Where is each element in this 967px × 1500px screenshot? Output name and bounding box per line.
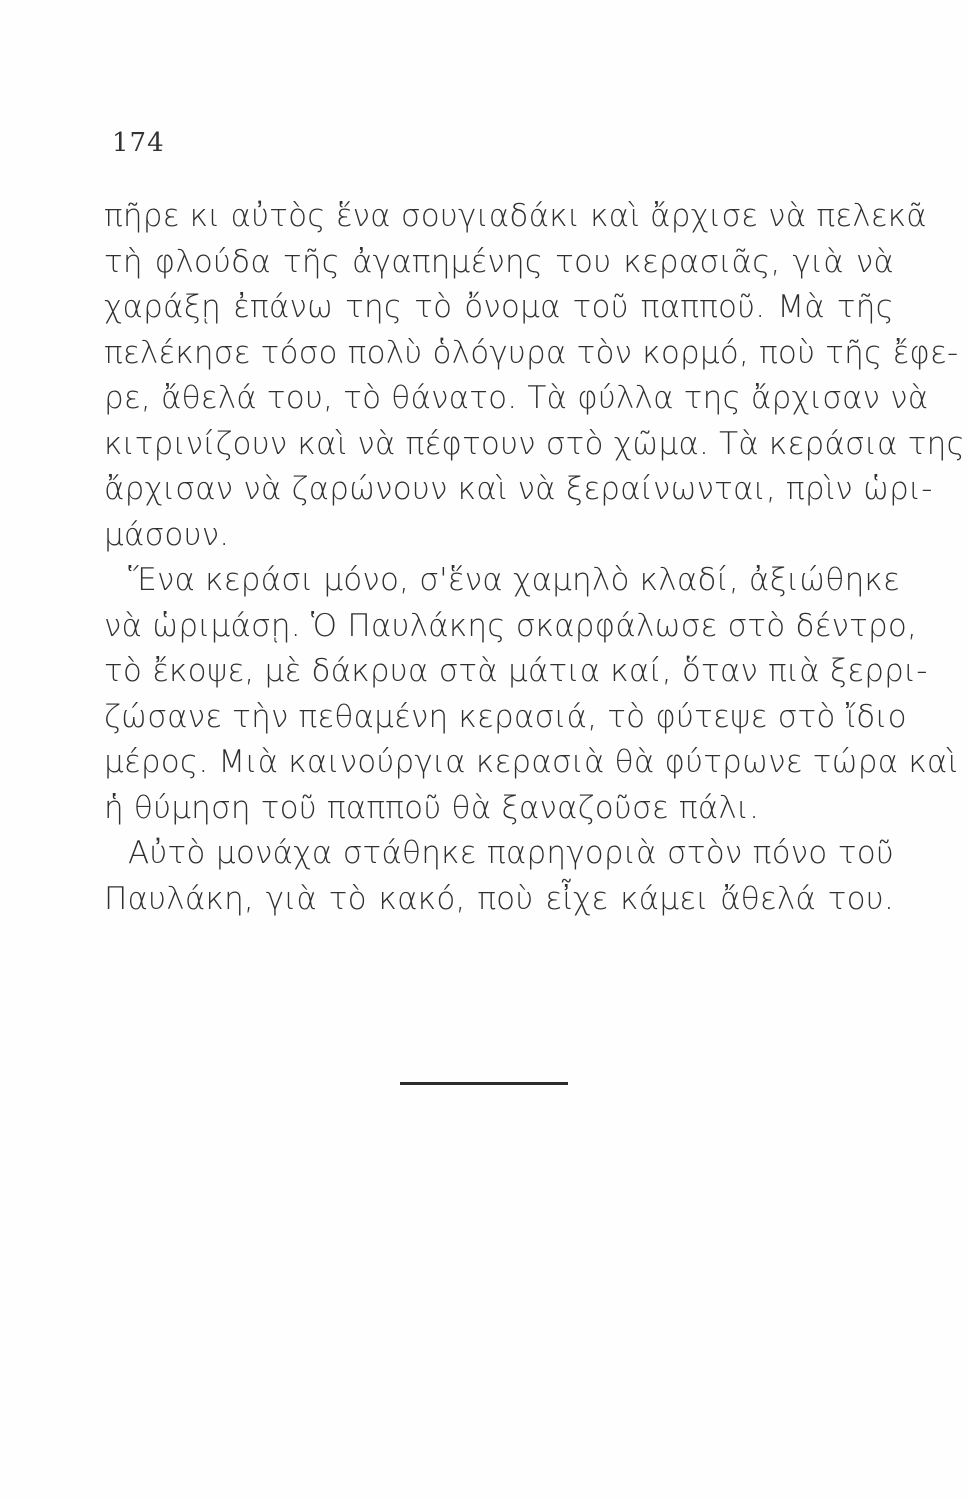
text-line: Παυλάκη, γιὰ τὸ κακό, ποὺ εἶχε κάμει ἄθελά του. (104, 880, 894, 917)
page-number: 174 (112, 128, 165, 158)
text-line: τὴ φλούδα τῆς ἀγαπημένης του κερασιᾶς, γιὰ νὰ (104, 243, 894, 280)
text-line: ἄρχισαν νὰ ζαρώνουν καὶ νὰ ξεραίνωνται, πρὶν ὡρι- (104, 471, 933, 507)
text-line: ρε, ἄθελά του, τὸ θάνατο. Τὰ φύλλα της ἄρχισαν νὰ (104, 380, 929, 416)
body-text (104, 194, 965, 922)
text-line: μέρος. Μιὰ καινούργια κερασιὰ θὰ φύτρωνε τώρα καὶ (104, 744, 959, 780)
text-line: Ἕνα κεράσι μόνο, σ'ἕνα χαμηλὸ κλαδί, ἀξιώθηκε (128, 562, 900, 598)
text-line: κιτρινίζουν καὶ νὰ πέφτουν στὸ χῶμα. Τὰ κεράσια της (104, 425, 965, 462)
text-line: τὸ ἔκοψε, μὲ δάκρυα στὰ μάτια καί, ὅταν πιὰ ξερρι- (104, 653, 928, 689)
text-line: πελέκησε τόσο πολὺ ὁλόγυρα τὸν κορμό, ποὺ τῆς ἔφε- (104, 334, 959, 371)
text-line: μάσουν. (104, 516, 230, 553)
text-line: νὰ ὡριμάσῃ. Ὁ Παυλάκης σκαρφάλωσε στὸ δέντρο, (104, 607, 918, 644)
text-line: Αὐτὸ μονάχα στάθηκε παρηγοριὰ στὸν πόνο τοῦ (128, 835, 894, 871)
text-line: ἡ θύμηση τοῦ παπποῦ θὰ ξαναζοῦσε πάλι. (104, 789, 760, 826)
text-line: πῆρε κι αὐτὸς ἕνα σουγιαδάκι καὶ ἄρχισε νὰ πελεκᾶ (104, 198, 927, 234)
end-of-chapter-rule (400, 1082, 568, 1085)
text-line: χαράξῃ ἐπάνω της τὸ ὄνομα τοῦ παπποῦ. Μὰ τῆς (104, 289, 894, 325)
text-line: ζώσανε τὴν πεθαμένη κερασιά, τὸ φύτεψε στὸ ἴδιο (104, 698, 907, 735)
